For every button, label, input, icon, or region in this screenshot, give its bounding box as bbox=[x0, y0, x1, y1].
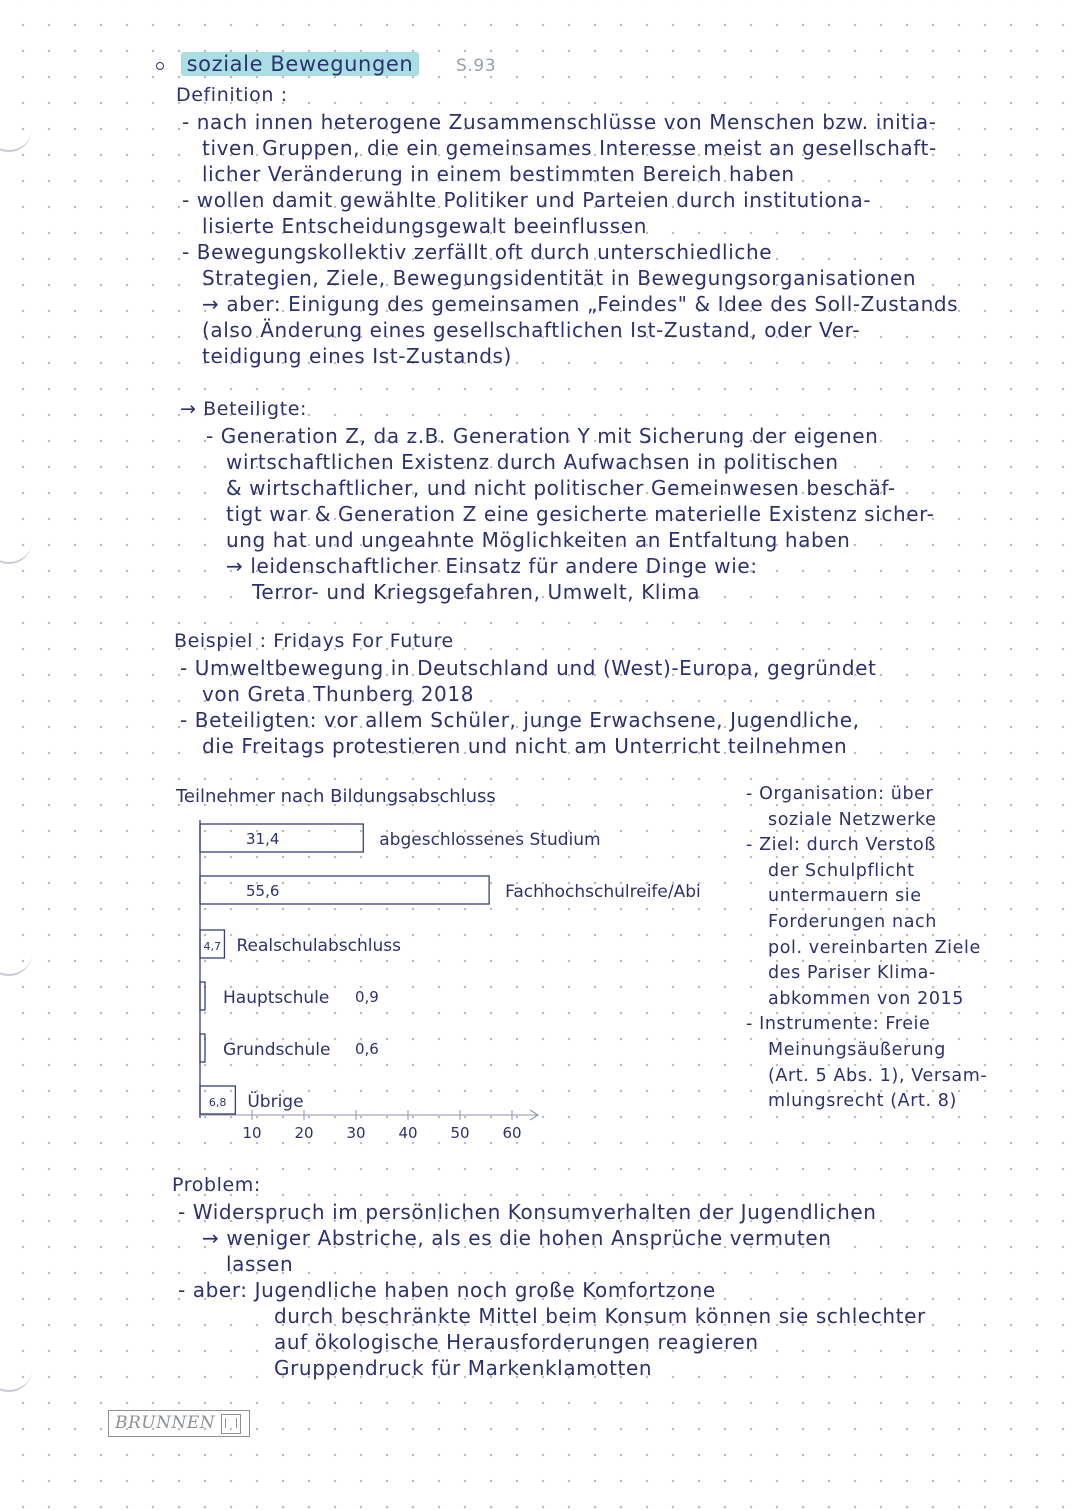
chart-bar bbox=[200, 982, 205, 1010]
beteiligte-line: ung hat und ungeahnte Möglichkeiten an Entfaltung haben bbox=[226, 528, 851, 552]
chart-value-label: 6,8 bbox=[208, 1096, 227, 1109]
title-highlight: soziale Bewegungen bbox=[181, 52, 420, 76]
chart-category-label: Realschulabschluss bbox=[236, 936, 401, 956]
binder-hole bbox=[0, 128, 32, 152]
side-note-line: des Pariser Klima- bbox=[768, 963, 936, 984]
beispiel-line: - Beteiligten: vor allem Schüler, junge Erwachsene, Jugendliche, bbox=[180, 708, 860, 732]
problem-line: - aber: Jugendliche haben noch große Komfortzone bbox=[178, 1278, 716, 1302]
side-note-line: pol. vereinbarten Ziele bbox=[768, 937, 981, 958]
chart-category-label: Hauptschule bbox=[223, 988, 330, 1008]
side-note-line: mlungsrecht (Art. 8) bbox=[768, 1091, 957, 1112]
problem-line: - Widerspruch im persönlichen Konsumverhalten der Jugendlichen bbox=[178, 1200, 877, 1224]
definition-line: (also Änderung eines gesellschaftlichen Ist-Zustand, oder Ver- bbox=[202, 318, 861, 342]
beteiligte-line: - Generation Z, da z.B. Generation Y mit Sicherung der eigenen bbox=[206, 424, 879, 448]
beispiel-line: von Greta Thunberg 2018 bbox=[202, 682, 475, 706]
beteiligte-line: tigt war & Generation Z eine gesicherte materielle Existenz sicher- bbox=[226, 502, 935, 526]
chart-tick-label: 30 bbox=[346, 1124, 366, 1142]
side-note-line: untermauern sie bbox=[768, 886, 922, 907]
brunnen-mark-icon bbox=[221, 1414, 241, 1434]
definition-line: teidigung eines Ist-Zustands) bbox=[202, 344, 512, 368]
beteiligte-line: & wirtschaftlicher, und nicht politischer Gemeinwesen beschäf- bbox=[226, 476, 896, 500]
beteiligte-line: wirtschaftlichen Existenz durch Aufwachsen in politischen bbox=[226, 450, 839, 474]
definition-line: - wollen damit gewählte Politiker und Parteien durch institutiona- bbox=[182, 188, 872, 212]
beteiligte-line: → leidenschaftlicher Einsatz für andere Dinge wie: bbox=[226, 554, 758, 578]
chart-value-label: 4,7 bbox=[203, 940, 221, 953]
side-note-line: soziale Netzwerke bbox=[768, 809, 937, 830]
chart-tick-label: 40 bbox=[398, 1124, 418, 1142]
chart-title: Teilnehmer nach Bildungsabschluss bbox=[176, 786, 496, 807]
definition-line: lisierte Entscheidungsgewalt beeinflussen bbox=[202, 214, 647, 238]
beteiligte-heading: → Beteiligte: bbox=[180, 398, 308, 420]
problem-heading: Problem: bbox=[172, 1174, 261, 1196]
chart-category-label: Grundschule bbox=[223, 1040, 331, 1060]
side-notes bbox=[746, 782, 987, 1115]
definition-line: → aber: Einigung des gemeinsamen „Feindes" & Idee des Soll-Zustands bbox=[202, 292, 959, 316]
bullet-circle-icon bbox=[156, 62, 164, 70]
page-reference: S.93 bbox=[455, 56, 497, 76]
problem-line: → weniger Abstriche, als es die hohen Ansprüche vermuten bbox=[202, 1226, 832, 1250]
definition-heading: Definition : bbox=[176, 84, 288, 106]
problem-line: lassen bbox=[226, 1252, 294, 1276]
beispiel-line: - Umweltbewegung in Deutschland und (West)-Europa, gegründet bbox=[180, 656, 877, 680]
chart-bar bbox=[200, 876, 489, 904]
binder-hole bbox=[0, 1368, 32, 1392]
chart-category-label: Fachhochschulreife/Abi bbox=[505, 882, 701, 902]
chart-bar bbox=[200, 824, 363, 852]
chart-tick-label: 50 bbox=[450, 1124, 470, 1142]
chart-value-label: 0,6 bbox=[355, 1040, 379, 1058]
bar-chart bbox=[170, 780, 740, 1160]
beispiel-heading: Beispiel : Fridays For Future bbox=[174, 630, 454, 652]
side-note-line: Forderungen nach bbox=[768, 911, 937, 932]
side-note-line: - Organisation: über bbox=[746, 784, 934, 804]
chart-value-label: 55,6 bbox=[246, 882, 280, 900]
binder-hole bbox=[0, 540, 32, 564]
problem-line: durch beschränkte Mittel beim Konsum können sie schlechter bbox=[274, 1304, 926, 1328]
chart-tick-label: 60 bbox=[502, 1124, 522, 1142]
chart-bar bbox=[200, 1034, 205, 1062]
chart-tick-label: 10 bbox=[242, 1124, 262, 1142]
side-note-line: abkommen von 2015 bbox=[768, 988, 965, 1009]
side-note-line: - Ziel: durch Verstoß bbox=[746, 835, 936, 856]
chart-category-label: Übrige bbox=[247, 1092, 304, 1112]
side-note-line: Meinungsäußerung bbox=[768, 1039, 946, 1060]
chart-value-label: 31,4 bbox=[246, 830, 280, 848]
beteiligte-line: Terror- und Kriegsgefahren, Umwelt, Klima bbox=[252, 580, 701, 604]
chart-value-label: 0,9 bbox=[355, 988, 379, 1006]
side-note-line: der Schulpflicht bbox=[768, 860, 915, 881]
definition-line: tiven Gruppen, die ein gemeinsames Interesse meist an gesellschaft- bbox=[202, 136, 937, 160]
definition-line: - nach innen heterogene Zusammenschlüsse von Menschen bzw. initia- bbox=[182, 110, 937, 134]
problem-line: auf ökologische Herausforderungen reagieren bbox=[274, 1330, 759, 1354]
brand-logo bbox=[108, 1410, 250, 1437]
chart-category-label: abgeschlossenes Studium bbox=[379, 830, 601, 850]
side-note-line: (Art. 5 Abs. 1), Versam- bbox=[768, 1065, 988, 1086]
side-note-line: - Instrumente: Freie bbox=[746, 1014, 931, 1035]
binder-hole bbox=[0, 952, 32, 976]
beispiel-line: die Freitags protestieren und nicht am Unterricht teilnehmen bbox=[202, 734, 848, 758]
definition-line: - Bewegungskollektiv zerfällt oft durch unterschiedliche bbox=[182, 240, 773, 264]
definition-line: licher Veränderung in einem bestimmten Bereich haben bbox=[202, 162, 795, 186]
problem-line: Gruppendruck für Markenklamotten bbox=[274, 1356, 653, 1380]
chart-tick-label: 20 bbox=[294, 1124, 314, 1142]
page-title bbox=[156, 52, 496, 76]
definition-line: Strategien, Ziele, Bewegungsidentität in Bewegungsorganisationen bbox=[202, 266, 917, 290]
brand-name: BRUNNEN bbox=[115, 1413, 216, 1433]
